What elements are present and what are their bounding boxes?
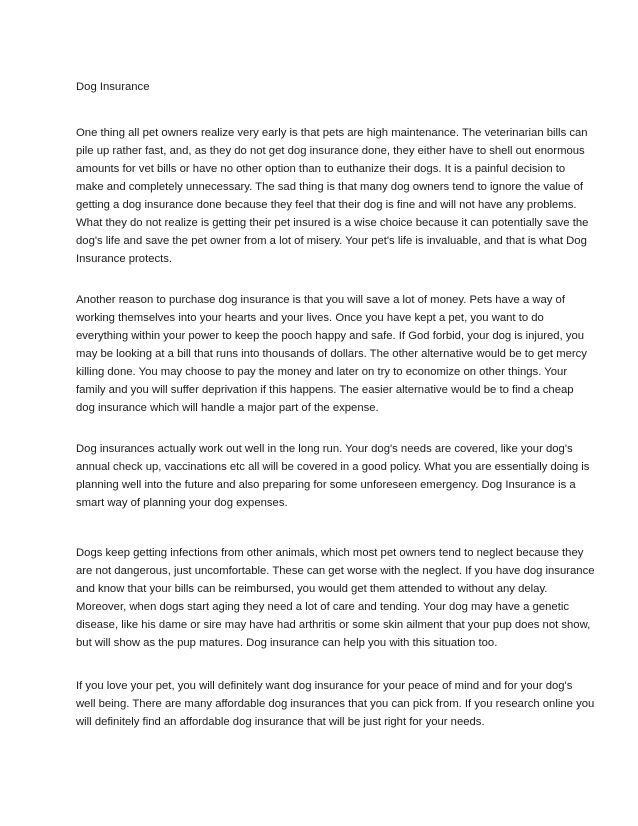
text-line: dog insurance which will handle a major part of the expense. <box>76 402 379 414</box>
text-line: One thing all pet owners realize very early is that pets are high maintenance. The veterinarian bills can <box>76 127 588 139</box>
text-line: Moreover, when dogs start aging they need a lot of care and tending. Your dog may have a genetic <box>76 601 570 613</box>
text-line: Dogs keep getting infections from other animals, which most pet owners tend to neglect because they <box>76 547 584 559</box>
paragraph <box>76 677 595 731</box>
paragraph <box>76 440 590 512</box>
text-line: Insurance protects. <box>76 253 173 265</box>
text-line: dog's life and save the pet owner from a lot of misery. Your pet's life is invaluable, and that is what Dog <box>76 235 587 247</box>
text-line: disease, like his dame or sire may have had arthritis or some skin ailment that your pup does not show, <box>76 619 591 631</box>
text-line: family and you will suffer deprivation if this happens. The easier alternative would be to find a cheap <box>76 384 574 396</box>
text-line: smart way of planning your dog expenses. <box>76 497 288 509</box>
text-line: planning well into the future and also preparing for some unforeseen emergency. Dog Insurance is a <box>76 479 576 491</box>
text-line: everything within your power to keep the pooch happy and safe. If God forbid, your dog is injured, you <box>76 330 585 342</box>
text-line: pile up rather fast, and, as they do not get dog insurance done, they either have to shell out enormous <box>76 145 585 157</box>
text-line: amounts for vet bills or have no other option than to euthanize their dogs. It is a painful decision to <box>76 163 566 175</box>
text-line: getting a dog insurance done because they feel that their dog is fine and will not have any problems. <box>76 199 577 211</box>
text-line: working themselves into your hearts and your lives. Once you have kept a pet, you want to do <box>76 312 544 324</box>
text-line: annual check up, vaccinations etc all will be covered in a good policy. What you are essentially doing is <box>76 461 590 473</box>
text-line: What they do not realize is getting their pet insured is a wise choice because it can potentially save the <box>76 217 589 229</box>
document-title: Dog Insurance <box>76 81 150 93</box>
text-line: will definitely find an affordable dog insurance that will be just right for your needs. <box>76 716 485 728</box>
text-line: may be looking at a bill that runs into thousands of dollars. The other alternative would be to get mercy <box>76 348 587 360</box>
text-line: but will show as the pup matures. Dog insurance can help you with this situation too. <box>76 637 498 649</box>
text-line: make and completely unnecessary. The sad thing is that many dog owners tend to ignore the value of <box>76 181 583 193</box>
text-line: well being. There are many affordable dog insurances that you can pick from. If you research online you <box>76 698 595 710</box>
text-line: Another reason to purchase dog insurance is that you will save a lot of money. Pets have a way of <box>76 294 565 306</box>
text-line: and know that your bills can be reimbursed, you would get them attended to without any delay. <box>76 583 548 595</box>
paragraph <box>76 544 595 652</box>
text-line: Dog insurances actually work out well in the long run. Your dog's needs are covered, like your dog's <box>76 443 573 455</box>
text-line: killing done. You may choose to pay the money and later on try to economize on other things. Your <box>76 366 568 378</box>
text-line: are not dangerous, just uncomfortable. These can get worse with the neglect. If you have dog insurance <box>76 565 595 577</box>
paragraph <box>76 124 589 268</box>
text-line: If you love your pet, you will definitely want dog insurance for your peace of mind and for your dog's <box>76 680 573 692</box>
paragraph <box>76 291 587 417</box>
